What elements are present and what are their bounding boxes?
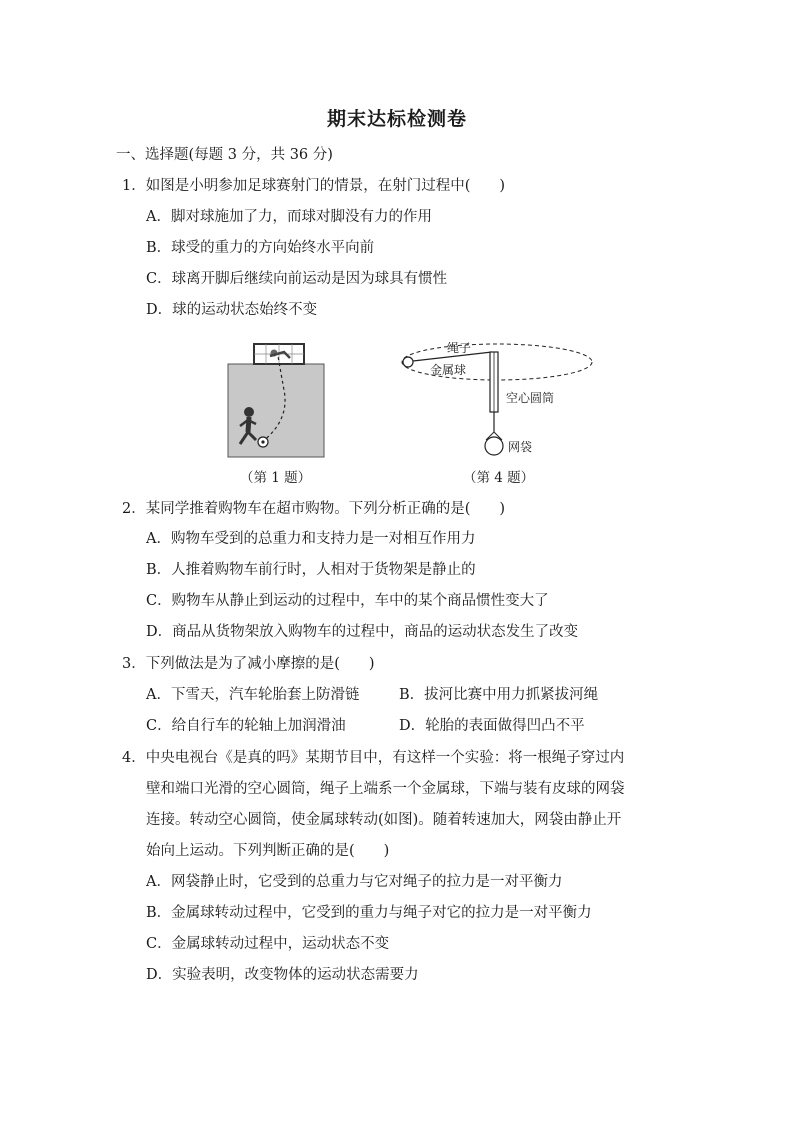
question-2-option-b: B．人推着购物车前行时，人相对于货物架是静止的	[146, 562, 476, 578]
question-3-option-a: A．下雪天，汽车轮胎套上防滑链	[146, 687, 360, 703]
question-3-option-b: B．拔河比赛中用力抓紧拔河绳	[399, 687, 599, 703]
question-4-option-a: A．网袋静止时，它受到的总重力与它对绳子的拉力是一对平衡力	[146, 874, 563, 890]
figure-1-soccer-illustration	[226, 340, 326, 458]
question-3-stem: 3．下列做法是为了减小摩擦的是( )	[122, 656, 375, 672]
question-4-option-b: B．金属球转动过程中，它受到的重力与绳子对它的拉力是一对平衡力	[146, 905, 592, 921]
question-2-option-a: A．购物车受到的总重力和支持力是一对相互作用力	[146, 531, 476, 547]
page-title: 期末达标检测卷	[326, 108, 467, 130]
question-4-stem-line-2: 壁和端口光滑的空心圆筒，绳子上端系一个金属球，下端与装有皮球的网袋	[146, 781, 625, 797]
question-2-option-c: C．购物车从静止到运动的过程中，车中的某个商品惯性变大了	[146, 593, 549, 609]
figure-4-caption: （第 4 题）	[463, 470, 535, 486]
question-2-option-d: D．商品从货物架放入购物车的过程中，商品的运动状态发生了改变	[146, 624, 579, 640]
question-3-option-c: C．给自行车的轮轴上加润滑油	[146, 718, 346, 734]
question-1-option-b: B．球受的重力的方向始终水平向前	[146, 240, 375, 256]
question-4-option-c: C．金属球转动过程中，运动状态不变	[146, 936, 390, 952]
figure-4-label-rope: 绳子	[447, 341, 472, 355]
section-heading: 一、选择题(每题 3 分，共 36 分)	[116, 147, 333, 163]
question-4-option-d: D．实验表明，改变物体的运动状态需要力	[146, 967, 419, 983]
figure-4-label-bag: 网袋	[508, 440, 533, 454]
figure-4-apparatus-illustration	[396, 336, 600, 462]
question-1-option-d: D．球的运动状态始终不变	[146, 302, 318, 318]
question-1-option-c: C．球离开脚后继续向前运动是因为球具有惯性	[146, 271, 448, 287]
figure-4-label-tube: 空心圆筒	[506, 391, 555, 405]
question-2-stem: 2．某同学推着购物车在超市购物。下列分析正确的是( )	[122, 501, 506, 517]
question-1-stem: 1．如图是小明参加足球赛射门的情景，在射门过程中( )	[122, 178, 506, 194]
figure-4-label-ball: 金属球	[430, 363, 467, 377]
figure-1-caption: （第 1 题）	[240, 470, 312, 486]
question-4-stem-line-1: 4．中央电视台《是真的吗》某期节目中，有这样一个实验：将一根绳子穿过内	[122, 750, 625, 766]
question-4-stem-line-4: 始向上运动。下列判断正确的是( )	[146, 843, 390, 859]
question-1-option-a: A．脚对球施加了力，而球对脚没有力的作用	[146, 209, 432, 225]
question-4-stem-line-3: 连接。转动空心圆筒，使金属球转动(如图)。随着转速加大，网袋由静止开	[146, 812, 622, 828]
question-3-option-d: D．轮胎的表面做得凹凸不平	[399, 718, 585, 734]
